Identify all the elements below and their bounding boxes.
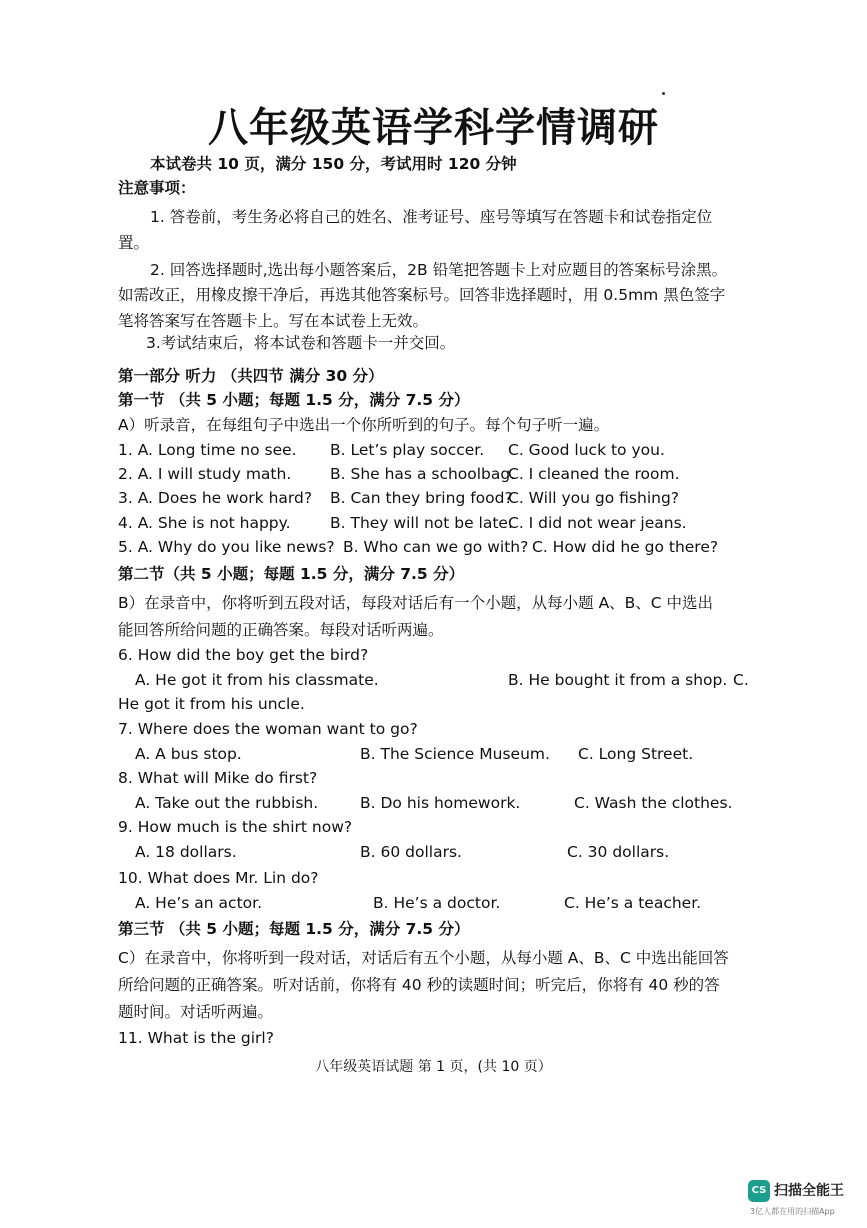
option-b: B. The Science Museum.	[360, 745, 550, 763]
option-a: 3. A. Does he work hard?	[118, 489, 313, 507]
option-b: B. Let’s play soccer.	[330, 441, 485, 459]
question-stem: 7. Where does the woman want to go?	[118, 720, 418, 738]
watermark-subtitle: 3亿人都在用的扫描App	[750, 1207, 835, 1216]
notice-heading: 注意事项：	[118, 179, 196, 197]
option-b: B. They will not be late.	[330, 514, 513, 532]
option-c: C. He’s a teacher.	[564, 894, 702, 912]
option-c: C. 30 dollars.	[567, 843, 670, 861]
notice-line: 1. 答卷前，考生务必将自己的姓名、准考证号、座号等填写在答题卡和试卷指定位	[150, 208, 713, 226]
option-b: B. Who can we go with?	[343, 538, 529, 556]
option-b: B. 60 dollars.	[360, 843, 462, 861]
camscanner-logo-icon: CS	[748, 1180, 770, 1202]
option-a: A. He got it from his classmate.	[135, 671, 379, 689]
camscanner-watermark	[748, 1178, 860, 1222]
question-stem: 9. How much is the shirt now?	[118, 818, 353, 836]
option-a: 2. A. I will study math.	[118, 465, 292, 483]
option-a: A. Take out the rubbish.	[135, 794, 319, 812]
section2-heading: 第二节（共 5 小题；每题 1.5 分，满分 7.5 分）	[118, 565, 465, 583]
section3-instruction: 所给问题的正确答案。听对话前，你将有 40 秒的读题时间；听完后，你将有 40 秒的答	[118, 976, 720, 994]
question-stem: 11. What is the girl?	[118, 1029, 274, 1047]
option-a: A. A bus stop.	[135, 745, 242, 763]
page-footer: 八年级英语试题 第 1 页，(共 10 页）	[315, 1059, 552, 1075]
section2-instruction: B）在录音中，你将听到五段对话，每段对话后有一个小题，从每小题 A、B、C 中选出	[118, 594, 714, 612]
part1-heading: 第一部分 听力 （共四节 满分 30 分）	[118, 367, 384, 385]
option-c: C.	[733, 671, 749, 689]
option-c: C. Will you go fishing?	[508, 489, 680, 507]
page-title: 八年级英语学科学情调研	[208, 104, 659, 151]
option-a: 4. A. She is not happy.	[118, 514, 291, 532]
question-stem: 10. What does Mr. Lin do?	[118, 869, 319, 887]
option-c-text: He got it from his uncle.	[118, 695, 305, 713]
exam-info: 本试卷共 10 页，满分 150 分，考试用时 120 分钟	[150, 155, 517, 173]
option-c: C. How did he go there?	[532, 538, 719, 556]
option-b: B. She has a schoolbag.	[330, 465, 516, 483]
option-a: 5. A. Why do you like news?	[118, 538, 335, 556]
option-c: C. Long Street.	[578, 745, 694, 763]
notice-line: 笔将答案写在答题卡上。写在本试卷上无效。	[118, 312, 429, 330]
section3-instruction: 题时间。对话听两遍。	[118, 1003, 274, 1021]
notice-line: 置。	[118, 234, 150, 252]
section1-heading: 第一节 （共 5 小题；每题 1.5 分，满分 7.5 分）	[118, 391, 470, 409]
watermark-name: 扫描全能王	[774, 1183, 844, 1199]
option-c: C. Wash the clothes.	[574, 794, 733, 812]
option-b: B. He’s a doctor.	[373, 894, 501, 912]
speck	[662, 92, 665, 95]
notice-line: 3.考试结束后，将本试卷和答题卡一并交回。	[146, 334, 456, 352]
option-a: A. He’s an actor.	[135, 894, 263, 912]
option-c: C. I did not wear jeans.	[508, 514, 687, 532]
section1-instruction: A）听录音，在每组句子中选出一个你所听到的句子。每个句子听一遍。	[118, 416, 610, 434]
option-c: C. Good luck to you.	[508, 441, 665, 459]
question-stem: 6. How did the boy get the bird?	[118, 646, 369, 664]
option-b: B. He bought it from a shop.	[508, 671, 728, 689]
notice-line: 2. 回答选择题时,选出每小题答案后，2B 铅笔把答题卡上对应题目的答案标号涂黑。	[150, 261, 728, 279]
section2-instruction: 能回答所给问题的正确答案。每段对话听两遍。	[118, 621, 444, 639]
option-c: C. I cleaned the room.	[508, 465, 680, 483]
section3-heading: 第三节 （共 5 小题；每题 1.5 分，满分 7.5 分）	[118, 920, 470, 938]
question-stem: 8. What will Mike do first?	[118, 769, 318, 787]
option-a: A. 18 dollars.	[135, 843, 237, 861]
option-a: 1. A. Long time no see.	[118, 441, 297, 459]
notice-line: 如需改正，用橡皮擦干净后，再选其他答案标号。回答非选择题时，用 0.5mm 黑色签字	[118, 286, 726, 304]
option-b: B. Do his homework.	[360, 794, 521, 812]
section3-instruction: C）在录音中，你将听到一段对话，对话后有五个小题，从每小题 A、B、C 中选出能回答	[118, 949, 729, 967]
option-b: B. Can they bring food?	[330, 489, 513, 507]
